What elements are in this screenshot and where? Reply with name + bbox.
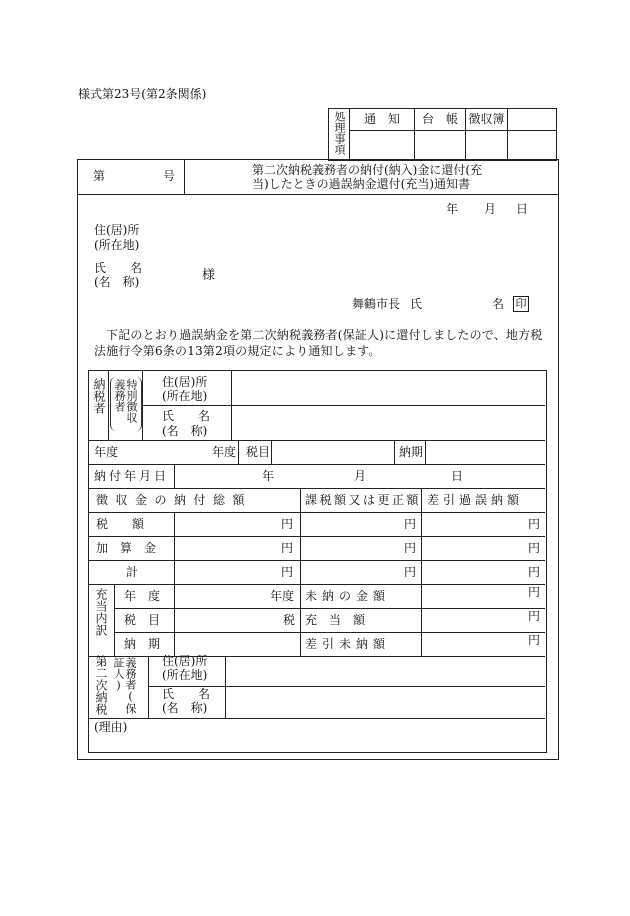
- recipient-address-label: 住(居)所: [94, 223, 140, 237]
- reason-label: (理由): [94, 720, 128, 734]
- payment-date-label: 納付年月日: [94, 469, 170, 483]
- header-overpaid: 差引過誤納額: [427, 493, 524, 507]
- processing-table: [328, 108, 557, 161]
- processing-col-ledger: 台 帳: [415, 109, 466, 131]
- processing-col-notify: 通 知: [350, 109, 415, 131]
- issuer-mei: 名: [492, 297, 505, 311]
- alloc-zeimoku-label: 税 目: [124, 613, 161, 627]
- row-nendo-1: 年度: [94, 445, 119, 459]
- special-collector-box: [109, 377, 142, 433]
- date-month: 月: [484, 202, 497, 216]
- processing-stamp-1: [350, 131, 415, 161]
- alloc-remaining-unit: 円: [528, 633, 541, 647]
- date-year: 年: [446, 202, 459, 216]
- row-tax-label: 税 額: [96, 517, 145, 531]
- row-tax-unit-1: 円: [281, 517, 294, 531]
- alloc-applied-label: 充 当 額: [305, 613, 366, 627]
- processing-stamp-3: [466, 131, 508, 161]
- processing-label: 処理事項: [333, 111, 346, 155]
- issuer-title: 舞鶴市長: [352, 297, 401, 311]
- detail-table: [88, 370, 547, 753]
- secondary-name-label: 氏 名: [162, 687, 211, 701]
- alloc-nendo-label: 年 度: [124, 589, 161, 603]
- secondary-address-sub: (所在地): [162, 668, 208, 682]
- secondary-name-sub: (名 称): [162, 701, 208, 715]
- date-day: 日: [516, 202, 529, 216]
- row-total-unit-1: 円: [281, 565, 294, 579]
- number-suffix: 号: [163, 169, 176, 183]
- form-id: 様式第23号(第2条関係): [78, 87, 207, 101]
- processing-stamp-4: [508, 131, 557, 161]
- row-total-unit-2: 円: [404, 565, 417, 579]
- taxpayer-address-sub: (所在地): [162, 389, 208, 403]
- processing-label-cell: [329, 109, 350, 161]
- issuer-shi: 氏: [410, 297, 423, 311]
- header-paid-total: 徴収金の納付総額: [96, 493, 253, 507]
- alloc-applied-unit: 円: [528, 609, 541, 623]
- recipient-honorific: 様: [202, 268, 216, 283]
- taxpayer-address-label: 住(居)所: [162, 375, 208, 389]
- alloc-remaining-label: 差引未納額: [305, 637, 391, 651]
- row-surcharge-label: 加 算 金: [96, 541, 157, 555]
- allocation-label: 充当内訳: [94, 588, 108, 636]
- recipient-address-sub: (所在地): [94, 238, 140, 252]
- alloc-zeimoku-value: 税: [283, 613, 296, 627]
- alloc-nendo-value: 年度: [270, 589, 295, 603]
- payment-date-year: 年: [262, 469, 275, 483]
- row-total-label: 計: [126, 565, 139, 579]
- payment-date-month: 月: [354, 469, 367, 483]
- row-nouki: 納期: [399, 445, 424, 459]
- row-surcharge-unit-1: 円: [281, 541, 294, 555]
- row-tax-unit-3: 円: [528, 517, 541, 531]
- processing-col-collection: 徴収簿: [466, 109, 508, 131]
- payment-date-day: 日: [451, 469, 464, 483]
- body-text: 下記のとおり過誤納金を第二次納税義務者(保証人)に還付しましたので、地方税法施行令第6条の13第2項の規定により通知します。: [94, 328, 543, 358]
- recipient-name-sub: (名 称): [94, 275, 140, 289]
- row-total-unit-3: 円: [528, 565, 541, 579]
- document-title: 第二次納税義務者の納付(納入)金に還付(充当)したときの過誤納金還付(充当)通知書: [252, 163, 483, 191]
- alloc-nouki-label: 納 期: [124, 637, 161, 651]
- secondary-label: 第二次納税: [94, 655, 108, 715]
- taxpayer-label: 納税者: [92, 378, 106, 414]
- alloc-unpaid-label: 未納の金額: [305, 589, 391, 603]
- processing-stamp-2: [415, 131, 466, 161]
- special-collector-label: 特別徴収義務者: [113, 379, 138, 423]
- seal-mark: 印: [513, 296, 529, 312]
- row-tax-unit-2: 円: [404, 517, 417, 531]
- row-surcharge-unit-3: 円: [528, 541, 541, 555]
- taxpayer-name-sub: (名 称): [162, 424, 208, 438]
- number-label: 第: [93, 169, 106, 183]
- secondary-address-label: 住(居)所: [162, 654, 208, 668]
- row-zeimoku: 税目: [246, 445, 271, 459]
- row-surcharge-unit-2: 円: [404, 541, 417, 555]
- taxpayer-name-label: 氏 名: [162, 409, 211, 423]
- row-nendo-2: 年度: [212, 445, 237, 459]
- header-assessed: 課税額又は更正額: [305, 493, 422, 507]
- processing-blank: [508, 109, 557, 131]
- alloc-unpaid-unit: 円: [528, 585, 541, 599]
- recipient-name-label: 氏 名: [94, 261, 143, 275]
- secondary-sub-label: 義務者(保証人): [112, 657, 137, 714]
